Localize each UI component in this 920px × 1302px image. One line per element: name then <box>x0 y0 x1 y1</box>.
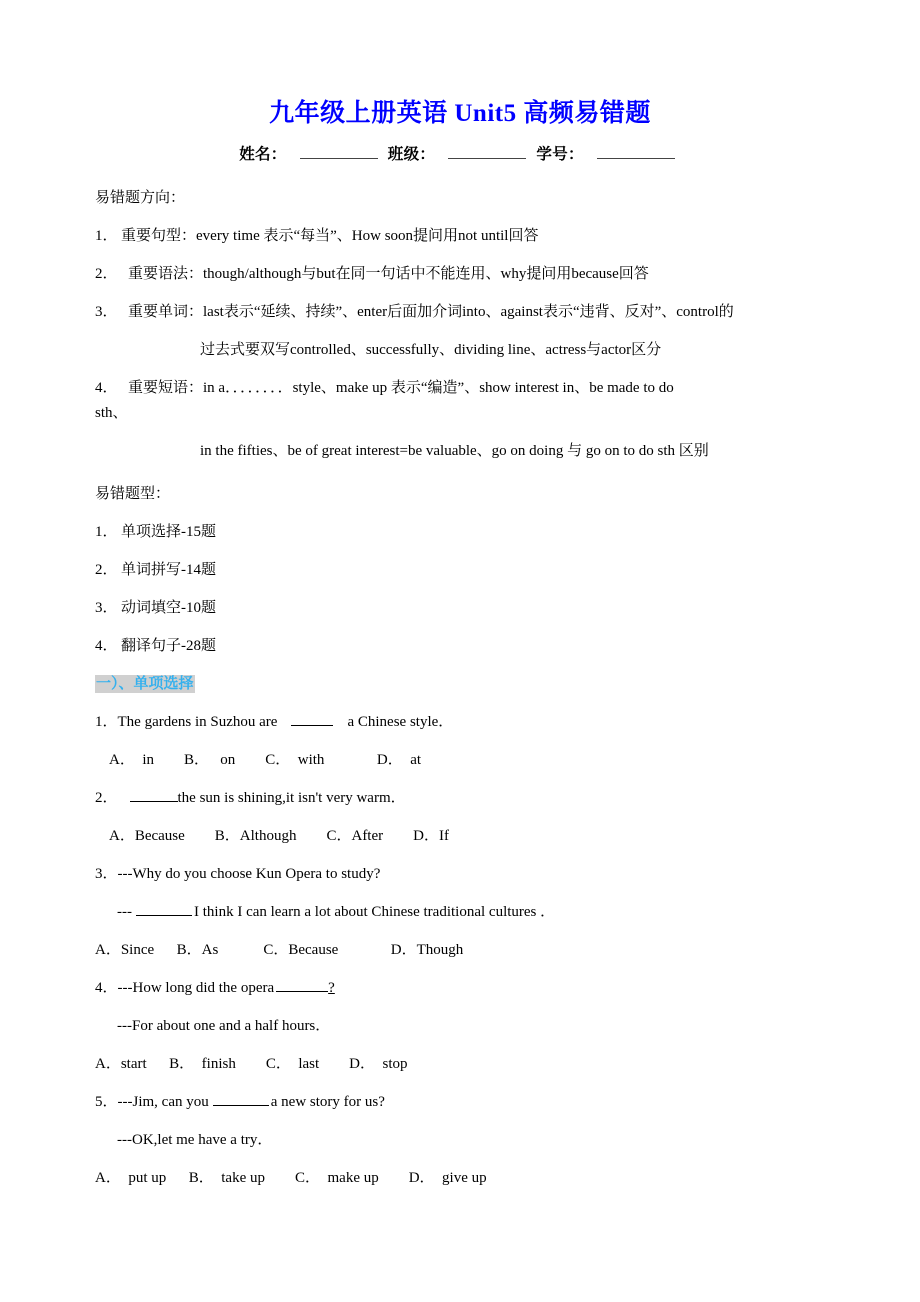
question-5-stem-after: a new story for us? <box>270 1094 385 1110</box>
section-header-label: 一）、单项选择 <box>96 676 194 692</box>
question-type-2 <box>95 543 825 581</box>
question-5-number: 5． <box>95 1094 118 1110</box>
question-5-stem-before: ---Jim, can you <box>117 1094 209 1110</box>
question-2-options[interactable]: A．Because B．Although C．After D．If <box>109 828 449 844</box>
student-id-blank[interactable] <box>597 144 675 159</box>
question-4-stem-after: ? <box>328 980 335 996</box>
page-title-cn-suffix: 高频易错题 <box>516 100 651 127</box>
page-title-cn-prefix: 九年级上册英语 <box>269 100 455 127</box>
direction-item-3-continuation: 过去式要双写controlled、successfully、dividing line、actress与actor区分 <box>200 342 662 358</box>
question-4-stem <box>95 961 825 999</box>
question-type-1-text: 单项选择-15题 <box>121 524 216 540</box>
question-type-3 <box>95 581 825 619</box>
question-5-stem <box>95 1075 825 1113</box>
direction-item-4-number: 4． <box>95 380 118 396</box>
question-3-dash: --- <box>117 904 132 920</box>
direction-item-2 <box>95 247 825 285</box>
page-title-unit: Unit5 <box>454 100 517 127</box>
student-info-line <box>95 130 825 166</box>
question-3-answer-blank[interactable] <box>136 902 192 916</box>
question-5-options[interactable]: A． put up B． take up C． make up D． give up <box>95 1170 487 1186</box>
direction-item-3 <box>95 285 825 323</box>
question-2-number: 2． <box>95 790 118 806</box>
question-type-2-number: 2． <box>95 562 118 578</box>
question-type-1-number: 1． <box>95 524 118 540</box>
section-header-multiple-choice <box>95 657 825 695</box>
question-1-number: 1． <box>95 714 118 730</box>
question-5-answer-blank[interactable] <box>213 1092 269 1106</box>
direction-item-1-number: 1． <box>95 228 118 244</box>
direction-item-4-continuation: in the fifties、be of great interest=be valuable、go on doing 与 go on to do sth 区别 <box>200 443 709 459</box>
class-label: 班级： <box>387 146 436 163</box>
question-2-stem <box>95 771 825 809</box>
direction-item-2-number: 2． <box>95 266 118 282</box>
question-2-stem-after: the sun is shining,it isn't very warm． <box>177 790 406 806</box>
student-id-label: 学号： <box>536 146 584 163</box>
question-type-4-number: 4． <box>95 638 118 654</box>
name-label: 姓名： <box>239 146 287 163</box>
question-1-stem-after: a Chinese style． <box>347 714 454 730</box>
question-3-stem <box>95 847 825 885</box>
direction-item-3-text: 重要单词：last表示“延续、持续”、enter后面加介词into、against表示“违背、反对”、control的 <box>128 304 734 320</box>
direction-item-4-text: 重要短语：in a．．．．．．．．style、make up 表示“编造”、show interest in、be made to do <box>128 380 674 396</box>
direction-item-1 <box>95 209 825 247</box>
question-1-answer-blank[interactable] <box>291 712 333 726</box>
page-title <box>95 0 825 130</box>
question-4-stem-before: ---How long did the opera <box>117 980 275 996</box>
directions-heading: 易错题方向： <box>95 190 186 206</box>
question-4-options[interactable]: A．start B． finish C． last D． stop <box>95 1056 408 1072</box>
question-4-number: 4． <box>95 980 118 996</box>
question-3-answer-line <box>95 885 825 923</box>
name-blank[interactable] <box>300 144 378 159</box>
question-3-number: 3． <box>95 866 118 882</box>
question-type-3-number: 3． <box>95 600 118 616</box>
question-types-heading: 易错题型： <box>95 486 171 502</box>
direction-item-3-number: 3． <box>95 304 118 320</box>
question-type-2-text: 单词拼写-14题 <box>121 562 216 578</box>
direction-item-4-wrap: sth、 <box>95 405 128 421</box>
question-4-answer-blank[interactable] <box>276 978 328 992</box>
question-1-stem-before: The gardens in Suzhou are <box>117 714 278 730</box>
question-3-stem-text: ---Why do you choose Kun Opera to study? <box>117 866 381 882</box>
question-3-options[interactable]: A．Since B．As C．Because D．Though <box>95 942 464 958</box>
question-type-4-text: 翻译句子-28题 <box>121 638 216 654</box>
question-1-options[interactable]: A． in B． on C． with D． at <box>109 752 422 768</box>
class-blank[interactable] <box>448 144 526 159</box>
question-3-sub-after: I think I can learn a lot about Chinese traditional cultures ． <box>194 904 556 920</box>
question-type-3-text: 动词填空-10题 <box>121 600 216 616</box>
question-1-stem <box>95 695 825 733</box>
question-type-1 <box>95 505 825 543</box>
question-4-reply-line: ---For about one and a half hours． <box>117 1018 331 1034</box>
direction-item-2-text: 重要语法：though/although与but在同一句话中不能连用、why提问用because回答 <box>128 266 649 282</box>
question-5-reply-line: ---OK,let me have a try． <box>117 1132 273 1148</box>
direction-item-4 <box>95 361 825 399</box>
direction-item-1-text: 重要句型：every time 表示“每当”、How soon提问用not until回答 <box>121 228 539 244</box>
question-2-answer-blank[interactable] <box>130 788 178 802</box>
question-type-4 <box>95 619 825 657</box>
